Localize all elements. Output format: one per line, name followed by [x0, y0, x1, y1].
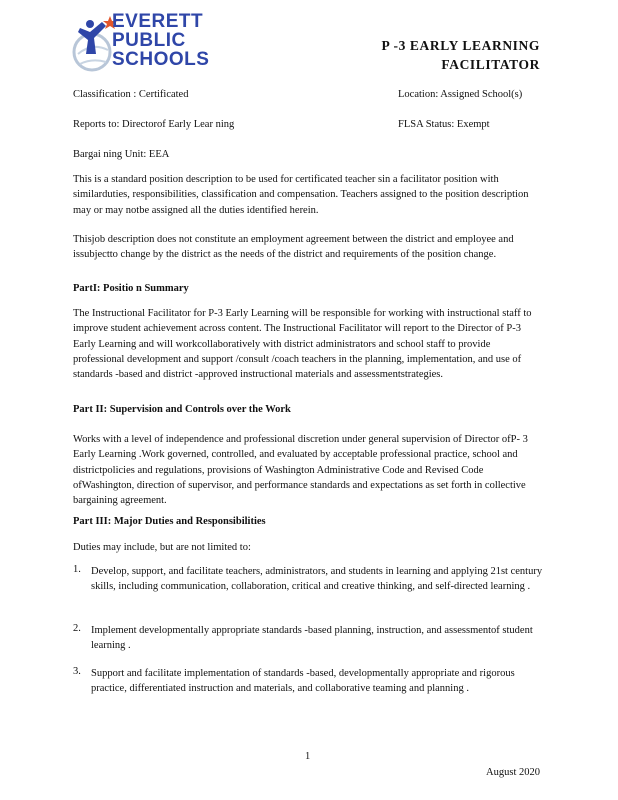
list-item: Support and facilitate implementation of standards -based, developmentally appropriate and rigorous practice, differentiated instruction and materials, and collaborative teaming and planning .	[91, 668, 515, 695]
logo-line-1: EVERETT	[112, 11, 204, 32]
logo-line-3: SCHOOLS	[112, 49, 210, 70]
list-item: Implement developmentally appropriate standards -based planning, instruction, and assessmentof student learning .	[91, 625, 533, 652]
part-3-heading: Part III: Major Duties and Responsibilities	[73, 516, 266, 527]
logo-line-2: PUBLIC	[112, 30, 186, 51]
part-1-heading: PartI: Positio n Summary	[73, 283, 189, 294]
title-line-2: FACILITATOR	[441, 57, 540, 72]
intro-paragraph-1: This is a standard position description to be used for certificated teacher sin a facilitator position with similarduties, responsibilities, classification and compensation. Teachers assigned to the position description may or may notbe assigned all the duties identified herein.	[73, 174, 529, 216]
title-line-1: P -3 EARLY LEARNING	[381, 38, 540, 53]
list-item-number: 3.	[73, 666, 81, 677]
page-number: 1	[305, 751, 311, 762]
flsa-status: FLSA Status: Exempt	[398, 119, 490, 130]
list-item: Develop, support, and facilitate teachers, administrators, and students in learning and applying 21st century skills, including communication, collaboration, critical and creative thinking, and self-directed learning .	[91, 566, 543, 593]
location: Location: Assigned School(s)	[398, 89, 523, 100]
part-2-body: Works with a level of independence and professional discretion under general supervision of Director ofP- 3 Early Learning .Work governed, controlled, and evaluated by acceptable professional practice, school and districtpolicies and regulations, provisions of Washington Administrative Code and Revised Code ofWashington, direction of supervisor, and performance standards and expectations as set forth in collective bargaining agreement.	[73, 434, 528, 507]
reports-to: Reports to: Directorof Early Lear ning	[73, 119, 235, 130]
part-2-heading: Part II: Supervision and Controls over the Work	[73, 404, 291, 415]
list-item-number: 1.	[73, 564, 81, 575]
document-title	[381, 36, 540, 74]
classification: Classification : Certificated	[73, 89, 189, 100]
logo-wordmark	[112, 12, 242, 69]
intro-paragraph-2: Thisjob description does not constitute an employment agreement between the district and employee and issubjectto change by the district as the needs of the district and requirements of the position change.	[73, 234, 514, 261]
district-logo	[70, 12, 240, 80]
bargaining-unit: Bargai ning Unit: EEA	[73, 149, 170, 160]
list-item-number: 2.	[73, 623, 81, 634]
part-1-body: The Instructional Facilitator for P-3 Early Learning will be responsible for working with instructional staff to improve student achievement across content. The Instructional Facilitator will report to the Director of P-3 Early Learning and will workcollaboratively with district administrators and school staff to provide professional development and support /consult /coach teachers in the planning, implementation, and use of standards -based and district -approved instructional materials and assessmentstrategies.	[73, 308, 532, 381]
part-3-intro: Duties may include, but are not limited to:	[73, 542, 251, 553]
footer-date: August 2020	[486, 767, 540, 778]
district-logo-icon	[70, 14, 118, 78]
